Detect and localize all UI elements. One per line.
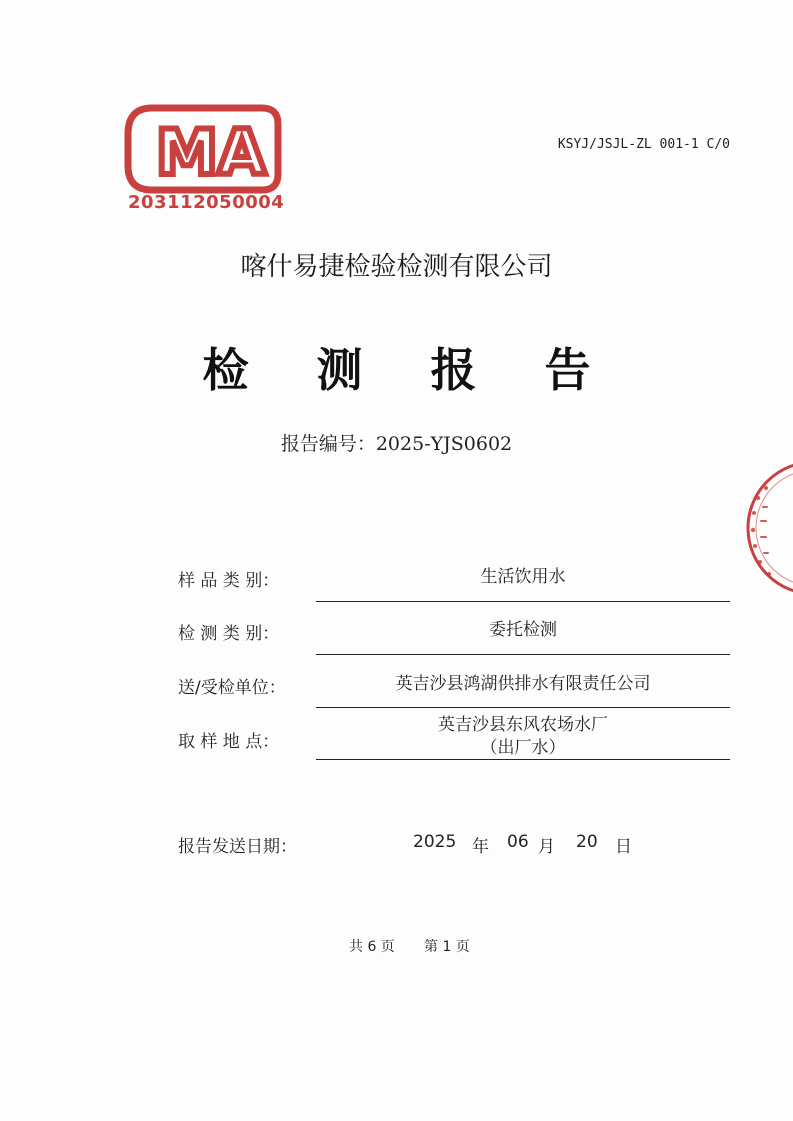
- issue-day-unit: 日: [615, 837, 632, 857]
- sample-type-underline: [316, 601, 730, 602]
- seal-text: MA: [156, 116, 266, 189]
- location-value-line1: 英吉沙县东风农场水厂: [438, 715, 608, 735]
- issue-month-unit: 月: [538, 837, 555, 857]
- document-code: KSYJ/JSJL-ZL 001-1 C/0: [557, 137, 730, 152]
- test-type-value: 委托检测: [489, 620, 557, 640]
- company-name: 喀什易捷检验检测有限公司: [240, 252, 553, 282]
- location-underline: [316, 759, 730, 760]
- page-current: 第 1 页: [424, 939, 470, 955]
- report-number: 报告编号：2025-YJS0602: [280, 433, 513, 455]
- location-value-line2: （出厂水）: [480, 738, 566, 758]
- report-title: 检 测 报 告: [202, 343, 617, 397]
- unit-value: 英吉沙县鸿湖供排水有限责任公司: [395, 674, 651, 694]
- issue-year: 2025: [413, 832, 457, 852]
- company-round-seal: [736, 458, 793, 598]
- page-total: 共 6 页: [349, 939, 395, 955]
- issue-year-unit: 年: [472, 837, 489, 857]
- sample-type-value: 生活饮用水: [480, 567, 566, 587]
- unit-underline: [316, 707, 730, 708]
- issue-day: 20: [576, 832, 598, 852]
- sample-type-label: 样 品 类 别：: [178, 571, 280, 591]
- unit-label: 送/受检单位：: [178, 678, 286, 698]
- issue-month: 06: [507, 832, 529, 852]
- test-type-underline: [316, 654, 730, 655]
- test-type-label: 检 测 类 别：: [178, 624, 280, 644]
- ma-certificate-number: 203112050004: [128, 192, 285, 213]
- location-label: 取 样 地 点：: [178, 732, 280, 752]
- issue-date-label: 报告发送日期：: [178, 837, 297, 857]
